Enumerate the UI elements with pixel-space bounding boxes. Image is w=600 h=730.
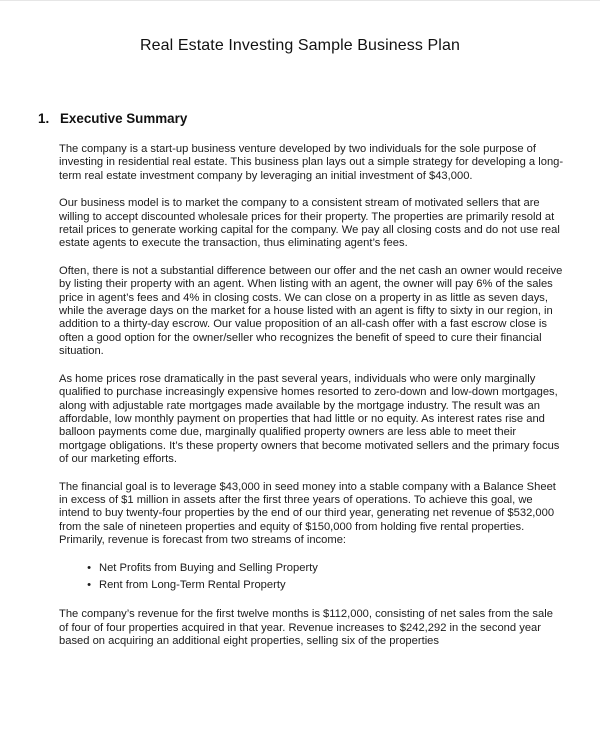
list-item: [75, 562, 565, 575]
list-item-text: Net Profits from Buying and Selling Property: [99, 561, 318, 574]
bullet-icon: •: [87, 561, 91, 574]
paragraph: The company’s revenue for the first twelve months is $112,000, consisting of net sales from the sale of four of four properties acquired in that year. Revenue increases to $242,292 in the second year based on acquiring an additional eight properties, selling six of the properties: [59, 608, 553, 648]
document-title: Real Estate Investing Sample Business Plan: [140, 37, 460, 54]
paragraph: As home prices rose dramatically in the past several years, individuals who were only marginally qualified to purchase increasingly expensive homes resorted to zero-down and low-down mortgages, along with adjustable rate mortgages made available by the mortgage industry. The result was an affordable, low monthly payment on properties that had little or no equity. As interest rates rise and balloon payments come due, marginally qualified property owners are less able to meet their mortgage obligations. It’s these property owners that become motivated sellers and the primary focus of our marketing efforts.: [59, 372, 560, 466]
paragraph: Our business model is to market the company to a consistent stream of motivated sellers that are willing to accept discounted wholesale prices for their property. The properties are primarily resold at retail prices to generate working capital for the company. We pay all closing costs and do not use real estate agents to execute the transaction, thus eliminating agent’s fees.: [59, 197, 560, 250]
paragraph: Often, there is not a substantial difference between our offer and the net cash an owner would receive by listing their property with an agent. When listing with an agent, the owner will pay 6% of the sales price in agent’s fees and 4% in closing costs. We can close on a property in as little as seven days, while the average days on the market for a house listed with an agent is fifty to sixty in our region, in addition to a thirty-day escrow. Our value proposition of an all-cash offer with a fast escrow close is often a good option for the owner/seller who recognizes the benefit of speed to cure their financial situation.: [59, 264, 563, 358]
list-item: [75, 579, 565, 592]
section-heading: [38, 111, 187, 126]
section-title: Executive Summary: [60, 111, 188, 126]
list-item-text: Rent from Long-Term Rental Property: [99, 578, 286, 591]
section-body: [59, 143, 565, 663]
bullet-list-wrapper: [59, 562, 565, 593]
paragraph: The financial goal is to leverage $43,000 in seed money into a stable company with a Balance Sheet in excess of $1 million in assets after the first three years of operations. To achieve this goal, we intend to buy twenty-four properties by the end of our third year, generating net revenue of $532,000 from the sale of nineteen properties and equity of $150,000 from holding five rental properties. Primarily, revenue is forecast from two streams of income:: [59, 480, 556, 547]
bullet-list: [75, 562, 565, 593]
bullet-icon: •: [87, 578, 91, 591]
section-number: 1.: [38, 111, 50, 126]
paragraph: The company is a start-up business venture developed by two individuals for the sole purpose of investing in residential real estate. This business plan lays out a simple strategy for developing a long-term real estate investment company by leveraging an initial investment of $43,000.: [59, 143, 564, 182]
